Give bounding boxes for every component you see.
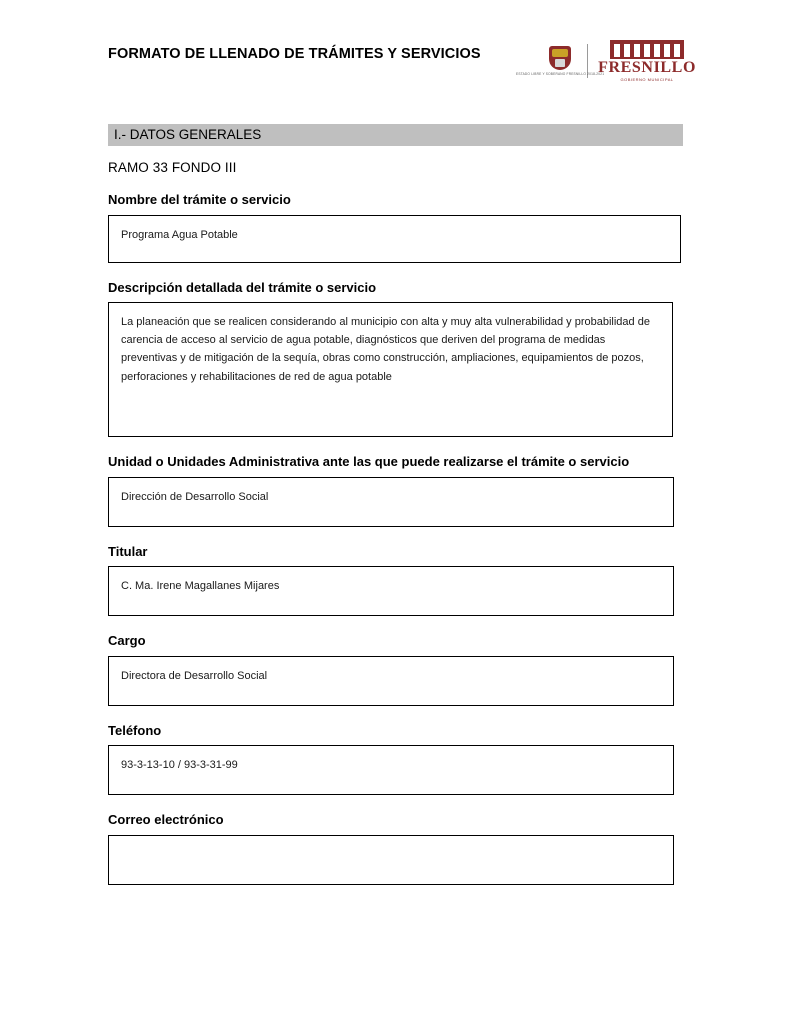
seal-caption: ESTADO LIBRE Y SOBERANO FRESNILLO 2018-2021 bbox=[516, 72, 605, 76]
label-cargo: Cargo bbox=[108, 633, 146, 649]
field-telefono[interactable]: 93-3-13-10 / 93-3-31-99 bbox=[108, 745, 674, 795]
label-telefono: Teléfono bbox=[108, 722, 162, 738]
logo-group bbox=[516, 38, 696, 84]
field-cargo[interactable]: Directora de Desarrollo Social bbox=[108, 656, 674, 706]
label-correo-electronico: Correo electrónico bbox=[108, 812, 224, 828]
building-icon bbox=[610, 40, 684, 59]
section-heading-datos-generales: I.- DATOS GENERALES bbox=[108, 124, 683, 146]
fresnillo-wordmark bbox=[598, 40, 696, 83]
page-title: FORMATO DE LLENADO DE TRÁMITES Y SERVICIOS bbox=[108, 46, 481, 62]
field-unidad-administrativa[interactable]: Dirección de Desarrollo Social bbox=[108, 477, 674, 527]
field-descripcion[interactable]: La planeación que se realicen considerando al municipio con alta y muy alta vulnerabilidad y probabilidad de carencia de acceso al servicio de agua potable, diagnósticos que deriven del programa de medidas preventivas y de mitigación de la sequía, obras como construcción, ampliaciones, equipamientos de pozos, perforaciones y rehabilitaciones de red de agua potable bbox=[108, 302, 673, 437]
label-descripcion: Descripción detallada del trámite o servicio bbox=[108, 279, 377, 295]
field-nombre-tramite[interactable]: Programa Agua Potable bbox=[108, 215, 681, 263]
document-header bbox=[108, 38, 696, 84]
wordmark-name: FRESNILLO bbox=[598, 58, 696, 76]
field-titular[interactable]: C. Ma. Irene Magallanes Mijares bbox=[108, 566, 674, 616]
wordmark-subtitle: GOBIERNO MUNICIPAL bbox=[620, 77, 674, 83]
program-subtitle: RAMO 33 FONDO III bbox=[108, 160, 237, 175]
label-titular: Titular bbox=[108, 543, 148, 559]
label-nombre-tramite: Nombre del trámite o servicio bbox=[108, 192, 291, 207]
shield-icon bbox=[549, 46, 571, 70]
document-body bbox=[108, 124, 683, 885]
field-correo-electronico[interactable] bbox=[108, 835, 674, 885]
label-unidad-administrativa: Unidad o Unidades Administrativa ante las que puede realizarse el trámite o servicio bbox=[108, 454, 630, 470]
municipal-seal-icon bbox=[516, 41, 605, 81]
